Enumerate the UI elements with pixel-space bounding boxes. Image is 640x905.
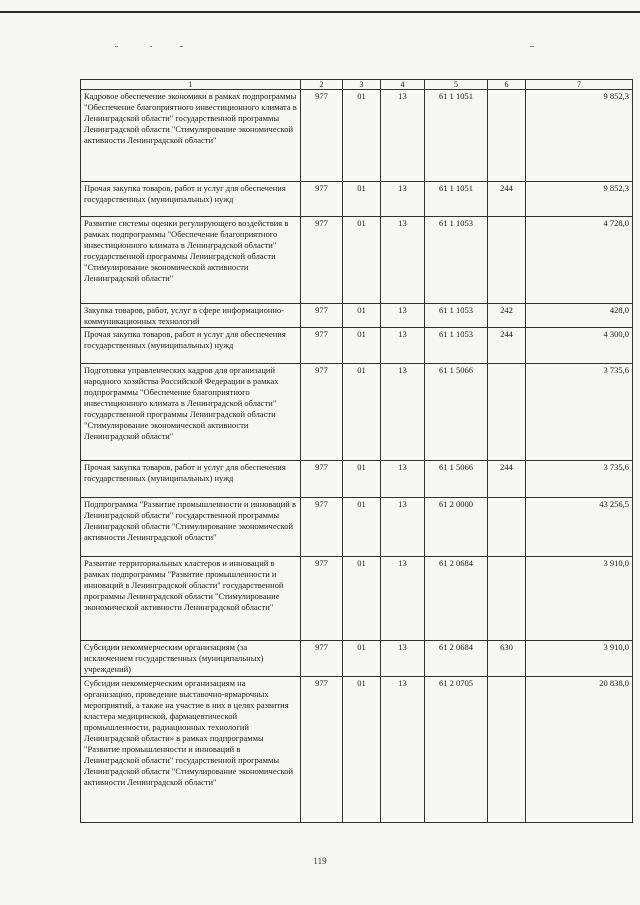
row-section-code: 01 [343,90,381,182]
row-subsection-code: 13 [381,461,425,498]
row-subsection-code: 13 [381,677,425,823]
column-number-row [81,80,633,90]
row-name: Подпрограмма "Развитие промышленности и инноваций в Ленинградской области" государственной программы Ленинградской области "Стимулирование экономической активности Ленинградской области" [81,498,301,557]
column-number: 6 [488,80,526,90]
row-section-code: 01 [343,328,381,364]
table-row [81,641,633,677]
page-number: 119 [313,856,327,866]
row-name: Прочая закупка товаров, работ и услуг для обеспечения государственных (муниципальных) нужд [81,328,301,364]
row-amount: 3 735,6 [526,364,633,461]
row-expense-type: 244 [488,182,526,217]
table-row [81,90,633,182]
row-ministry-code: 977 [301,557,343,641]
row-amount: 3 910,0 [526,641,633,677]
row-subsection-code: 13 [381,557,425,641]
column-number: 7 [526,80,633,90]
table-row [81,461,633,498]
row-amount: 9 852,3 [526,182,633,217]
row-target-code: 61 1 1051 [425,182,488,217]
row-section-code: 01 [343,557,381,641]
row-section-code: 01 [343,677,381,823]
table-row [81,557,633,641]
row-section-code: 01 [343,217,381,304]
row-expense-type [488,677,526,823]
row-amount: 3 910,0 [526,557,633,641]
row-target-code: 61 1 1053 [425,217,488,304]
row-section-code: 01 [343,641,381,677]
row-expense-type [488,90,526,182]
scan-speck [530,46,534,47]
row-section-code: 01 [343,364,381,461]
row-subsection-code: 13 [381,328,425,364]
row-subsection-code: 13 [381,304,425,328]
scan-speck [180,46,183,47]
row-expense-type [488,557,526,641]
row-section-code: 01 [343,461,381,498]
row-ministry-code: 977 [301,328,343,364]
row-ministry-code: 977 [301,217,343,304]
row-target-code: 61 1 5066 [425,364,488,461]
row-subsection-code: 13 [381,498,425,557]
row-expense-type [488,364,526,461]
row-name: Развитие системы оценки регулирующего воздействия в рамках подпрограммы "Обеспечение благоприятного инвестиционного климата в Ленинградской области" государственной программы Ленинградской области "Стимулирование экономической активности Ленинградской области" [81,217,301,304]
row-name: Субсидии некоммерческим организациям (за исключением государственных (муниципальных) учреждений) [81,641,301,677]
row-amount: 9 852,3 [526,90,633,182]
row-expense-type [488,498,526,557]
row-amount: 4 300,0 [526,328,633,364]
column-number: 5 [425,80,488,90]
row-amount: 4 728,0 [526,217,633,304]
row-name: Прочая закупка товаров, работ и услуг для обеспечения государственных (муниципальных) нужд [81,461,301,498]
row-ministry-code: 977 [301,364,343,461]
row-target-code: 61 2 0684 [425,557,488,641]
row-subsection-code: 13 [381,641,425,677]
row-amount: 428,0 [526,304,633,328]
column-number: 4 [381,80,425,90]
row-ministry-code: 977 [301,677,343,823]
row-name: Субсидии некоммерческим организациям на организацию, проведение выставочно-ярмарочных мероприятий, а также на участие в них в целях развития кластера медицинской, фармацевтической промышленности, радиационных технологий Ленинградской области» в рамках подпрограммы "Развитие промышленности и инноваций в Ленинградской области" государственной программы Ленинградской области "Стимулирование экономической активности Ленинградской области" [81,677,301,823]
row-ministry-code: 977 [301,641,343,677]
row-target-code: 61 1 1051 [425,90,488,182]
row-amount: 43 256,5 [526,498,633,557]
row-target-code: 61 2 0000 [425,498,488,557]
row-name: Подготовка управленческих кадров для организаций народного хозяйства Российской Федерации в рамках подпрограммы "Обеспечение благоприятного инвестиционного климата в Ленинградской области" государственной программы Ленинградской области "Стимулирование экономической активности Ленинградской области" [81,364,301,461]
row-target-code: 61 2 0684 [425,641,488,677]
row-subsection-code: 13 [381,182,425,217]
row-amount: 3 735,6 [526,461,633,498]
row-name: Прочая закупка товаров, работ и услуг для обеспечения государственных (муниципальных) нужд [81,182,301,217]
row-target-code: 61 1 1053 [425,328,488,364]
row-expense-type: 242 [488,304,526,328]
row-name: Развитие территориальных кластеров и инноваций в рамках подпрограммы "Развитие промышленности и инноваций в Ленинградской области" государственной программы Ленинградской области "Стимулирование экономической активности Ленинградской области" [81,557,301,641]
row-section-code: 01 [343,182,381,217]
scan-speck [115,46,118,47]
row-ministry-code: 977 [301,498,343,557]
row-target-code: 61 2 0705 [425,677,488,823]
row-amount: 20 838,0 [526,677,633,823]
table-row [81,328,633,364]
table-row [81,498,633,557]
row-section-code: 01 [343,304,381,328]
row-name: Кадровое обеспечение экономики в рамках подпрограммы "Обеспечение благоприятного инвестиционного климата в Ленинградской области" государственной программы Ленинградской области "Стимулирование экономической активности Ленинградской области" [81,90,301,182]
row-expense-type: 244 [488,328,526,364]
row-subsection-code: 13 [381,90,425,182]
row-subsection-code: 13 [381,364,425,461]
column-number: 2 [301,80,343,90]
table-row [81,364,633,461]
row-name: Закупка товаров, работ, услуг в сфере информационно-коммуникационных технологий [81,304,301,328]
table-row [81,677,633,823]
table-row [81,304,633,328]
row-ministry-code: 977 [301,182,343,217]
row-expense-type: 244 [488,461,526,498]
table-row [81,217,633,304]
row-expense-type [488,217,526,304]
row-target-code: 61 1 1053 [425,304,488,328]
scan-speck [150,46,152,47]
column-number: 1 [81,80,301,90]
table-row [81,182,633,217]
row-expense-type: 630 [488,641,526,677]
budget-table [80,79,633,823]
row-section-code: 01 [343,498,381,557]
row-ministry-code: 977 [301,90,343,182]
row-target-code: 61 1 5066 [425,461,488,498]
top-rule [0,11,640,13]
row-subsection-code: 13 [381,217,425,304]
row-ministry-code: 977 [301,304,343,328]
column-number: 3 [343,80,381,90]
row-ministry-code: 977 [301,461,343,498]
